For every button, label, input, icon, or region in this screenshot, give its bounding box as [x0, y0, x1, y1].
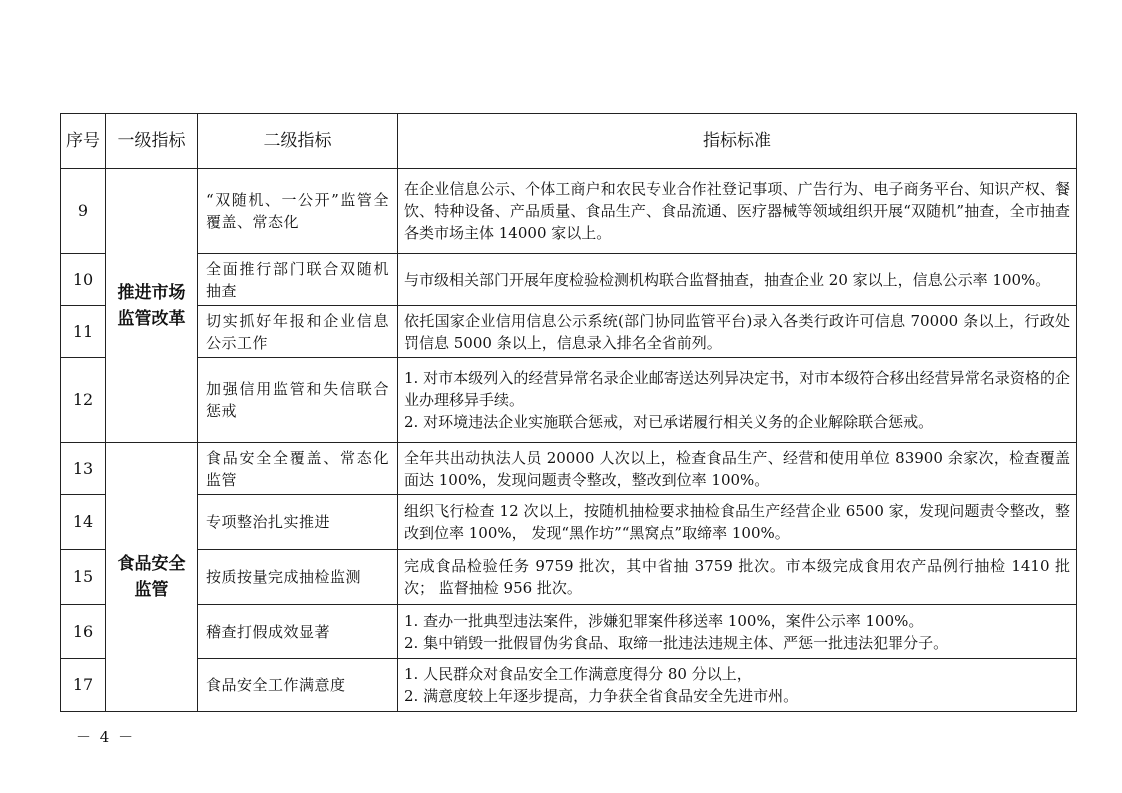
row-seq: 10	[61, 254, 106, 306]
row-standard	[398, 306, 1077, 358]
row-seq: 12	[61, 358, 106, 443]
row-standard	[398, 605, 1077, 659]
indicator-table	[60, 113, 1077, 712]
row-level2: 专项整治扎实推进	[198, 495, 398, 550]
standard-line: 2. 对环境违法企业实施联合惩戒，对已承诺履行相关义务的企业解除联合惩戒。	[404, 413, 934, 431]
row-level2: 全面推行部门联合双随机抽查	[198, 254, 398, 306]
header-level1: 一级指标	[106, 114, 198, 169]
standard-line: 完成食品检验任务 9759 批次，其中省抽 3759 批次。市本级完成食用农产品例行抽检 1410 批次； 监督抽检 956 批次。	[404, 557, 1070, 597]
standard-line: 全年共出动执法人员 20000 人次以上，检查食品生产、经营和使用单位 83900 余家次，检查覆盖面达 100%，发现问题责令整改，整改到位率 100%。	[404, 448, 1070, 489]
page-number: － 4 －	[76, 728, 136, 746]
table-row	[61, 605, 1077, 659]
table-row	[61, 169, 1077, 254]
standard-line: 2. 集中销毁一批假冒伪劣食品、取缔一批违法违规主体、严惩一批违法犯罪分子。	[404, 633, 949, 652]
standard-line: 组织飞行检查 12 次以上，按随机抽检要求抽检食品生产经营企业 6500 家，发现问题责令整改，整改到位率 100%， 发现“黑作坊”“黑窝点”取缔率 100%。	[404, 502, 1070, 542]
table-header-row	[61, 114, 1077, 169]
table-row	[61, 550, 1077, 605]
standard-line: 2. 满意度较上年逐步提高，力争获全省食品安全先进市州。	[404, 687, 799, 705]
standard-line: 1. 对市本级列入的经营异常名录企业邮寄送达列异决定书，对市本级符合移出经营异常名录资格的企业办理移异手续。	[404, 369, 1070, 409]
group-name-market-reform: 推进市场监管改革	[106, 169, 198, 443]
row-level2: 按质按量完成抽检监测	[198, 550, 398, 605]
row-standard	[398, 358, 1077, 443]
standard-line: 在企业信息公示、个体工商户和农民专业合作社登记事项、广告行为、电子商务平台、知识产权、餐饮、特种设备、产品质量、食品生产、食品流通、医疗器械等领域组织开展“双随机”抽查，全市抽查各类市场主体 14000 家以上。	[404, 180, 1070, 242]
row-standard	[398, 659, 1077, 712]
row-level2: 食品安全工作满意度	[198, 659, 398, 712]
table-row	[61, 495, 1077, 550]
row-seq: 16	[61, 605, 106, 659]
standard-line: 与市级相关部门开展年度检验检测机构联合监督抽查，抽查企业 20 家以上，信息公示率 100%。	[404, 270, 1051, 289]
row-seq: 17	[61, 659, 106, 712]
row-seq: 13	[61, 443, 106, 495]
table-row	[61, 358, 1077, 443]
standard-line: 1. 人民群众对食品安全工作满意度得分 80 分以上，	[404, 665, 752, 683]
standard-line: 1. 查办一批典型违法案件，涉嫌犯罪案件移送率 100%，案件公示率 100%。	[404, 611, 924, 630]
row-standard	[398, 254, 1077, 306]
table-row	[61, 254, 1077, 306]
row-standard	[398, 550, 1077, 605]
header-seq: 序号	[61, 114, 106, 169]
row-level2: 稽查打假成效显著	[198, 605, 398, 659]
standard-line: 依托国家企业信用信息公示系统(部门协同监管平台)录入各类行政许可信息 70000 条以上，行政处罚信息 5000 条以上，信息录入排名全省前列。	[404, 311, 1070, 352]
row-seq: 14	[61, 495, 106, 550]
row-level2: 切实抓好年报和企业信息公示工作	[198, 306, 398, 358]
row-level2: 加强信用监管和失信联合惩戒	[198, 358, 398, 443]
table-row	[61, 306, 1077, 358]
table-row	[61, 659, 1077, 712]
group-name-food-safety: 食品安全监管	[106, 443, 198, 712]
row-level2: 食品安全全覆盖、常态化监管	[198, 443, 398, 495]
row-standard	[398, 443, 1077, 495]
header-level2: 二级指标	[198, 114, 398, 169]
table-row	[61, 443, 1077, 495]
row-seq: 9	[61, 169, 106, 254]
row-level2: “双随机、一公开”监管全覆盖、常态化	[198, 169, 398, 254]
row-standard	[398, 169, 1077, 254]
row-standard	[398, 495, 1077, 550]
header-standard: 指标标准	[398, 114, 1077, 169]
row-seq: 15	[61, 550, 106, 605]
row-seq: 11	[61, 306, 106, 358]
